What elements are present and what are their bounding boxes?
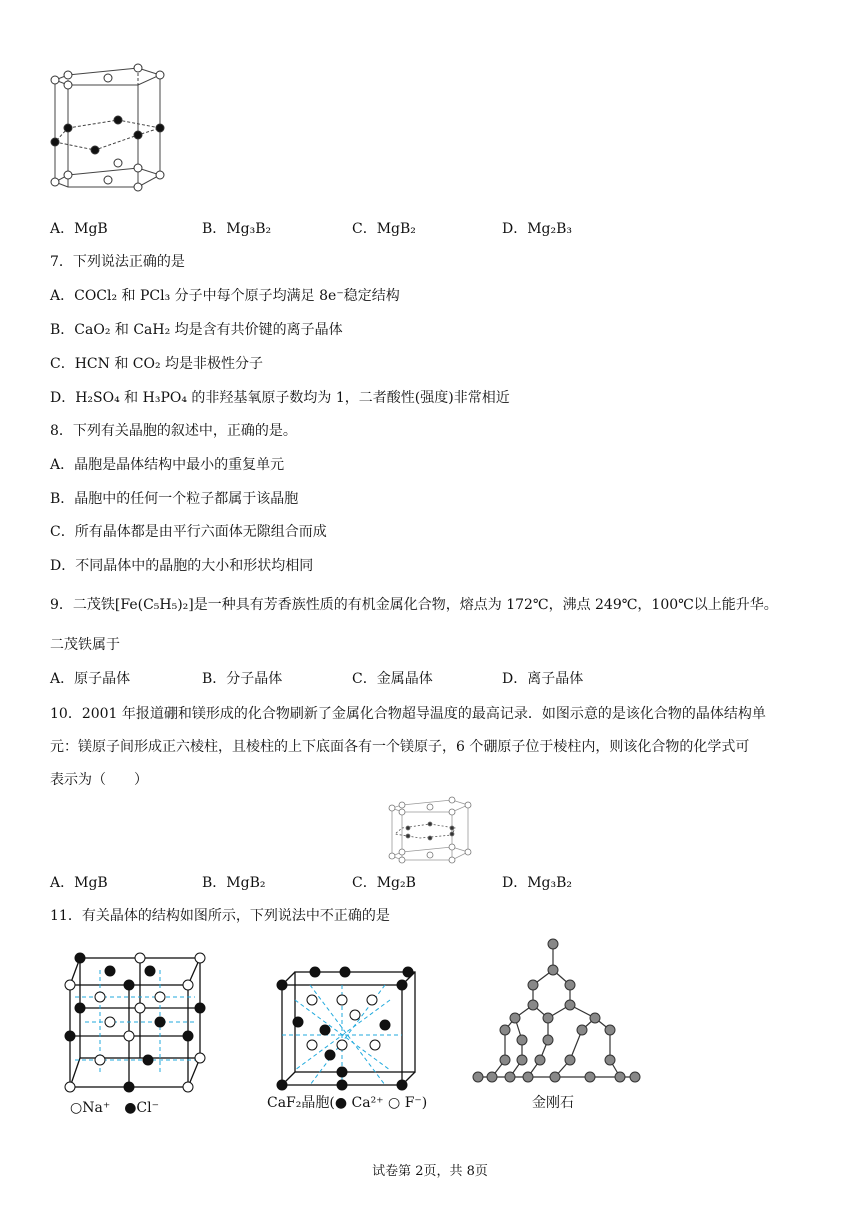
q9-option-a: A．原子晶体 bbox=[50, 671, 131, 687]
q6-option-b: B．Mg₃B₂ bbox=[202, 221, 272, 237]
q6-option-d: D．Mg₂B₃ bbox=[502, 221, 573, 237]
caf2-label: CaF₂晶胞(● Ca²⁺ ○ F⁻) bbox=[267, 1095, 428, 1111]
q7-option-b: B．CaO₂ 和 CaH₂ 均是含有共价键的离子晶体 bbox=[50, 322, 343, 338]
page-footer: 试卷第 2页，共 8页 bbox=[372, 1164, 488, 1179]
q10-stem-line-1: 10．2001 年报道硼和镁形成的化合物刷新了金属化合物超导温度的最高记录．如图示意的是该化合物的晶体结构单 bbox=[50, 706, 766, 722]
q8-stem: 8．下列有关晶胞的叙述中，正确的是。 bbox=[50, 423, 297, 439]
q9-stem-2: 二茂铁属于 bbox=[50, 637, 120, 653]
diamond-label: 金刚石 bbox=[532, 1095, 574, 1111]
q8-option-a: A．晶胞是晶体结构中最小的重复单元 bbox=[50, 457, 285, 473]
q7-stem: 7．下列说法正确的是 bbox=[50, 254, 185, 270]
q7-option-c: C．HCN 和 CO₂ 均是非极性分子 bbox=[50, 356, 264, 372]
q9-option-c: C．金属晶体 bbox=[352, 671, 433, 687]
q10-option-a: A．MgB bbox=[50, 875, 108, 891]
q11-stem: 11．有关晶体的结构如图所示，下列说法中不正确的是 bbox=[50, 908, 390, 924]
q7-option-a: A．COCl₂ 和 PCl₃ 分子中每个原子均满足 8e⁻稳定结构 bbox=[50, 288, 400, 304]
q10-option-d: D．Mg₃B₂ bbox=[502, 875, 573, 891]
q9-stem: 9．二茂铁[Fe(C₅H₅)₂]是一种具有芳香族性质的有机金属化合物，熔点为 172℃，沸点 249℃，100℃以上能升华。 bbox=[50, 597, 778, 613]
q8-option-d: D．不同晶体中的晶胞的大小和形状均相同 bbox=[50, 558, 314, 574]
nacl-legend: ○Na⁺ ●Cl⁻ bbox=[70, 1100, 159, 1116]
q10-option-c: C．Mg₂B bbox=[352, 875, 416, 891]
q9-option-b: B．分子晶体 bbox=[202, 671, 283, 687]
q9-option-d: D．离子晶体 bbox=[502, 671, 584, 687]
q7-option-d: D．H₂SO₄ 和 H₃PO₄ 的非羟基氧原子数均为 1，二者酸性(强度)非常相近 bbox=[50, 390, 510, 406]
q6-option-c: C．MgB₂ bbox=[352, 221, 416, 237]
q10-option-b: B．MgB₂ bbox=[202, 875, 266, 891]
q10-stem-line-3: 表示为（ ） bbox=[50, 772, 148, 788]
q10-stem-line-2: 元：镁原子间形成正六棱柱，且棱柱的上下底面各有一个镁原子，6 个硼原子位于棱柱内，则该化合物的化学式可 bbox=[50, 739, 750, 755]
q8-option-c: C．所有晶体都是由平行六面体无隙组合而成 bbox=[50, 524, 327, 540]
q6-option-a: A．MgB bbox=[50, 221, 108, 237]
q8-option-b: B．晶胞中的任何一个粒子都属于该晶胞 bbox=[50, 491, 299, 507]
